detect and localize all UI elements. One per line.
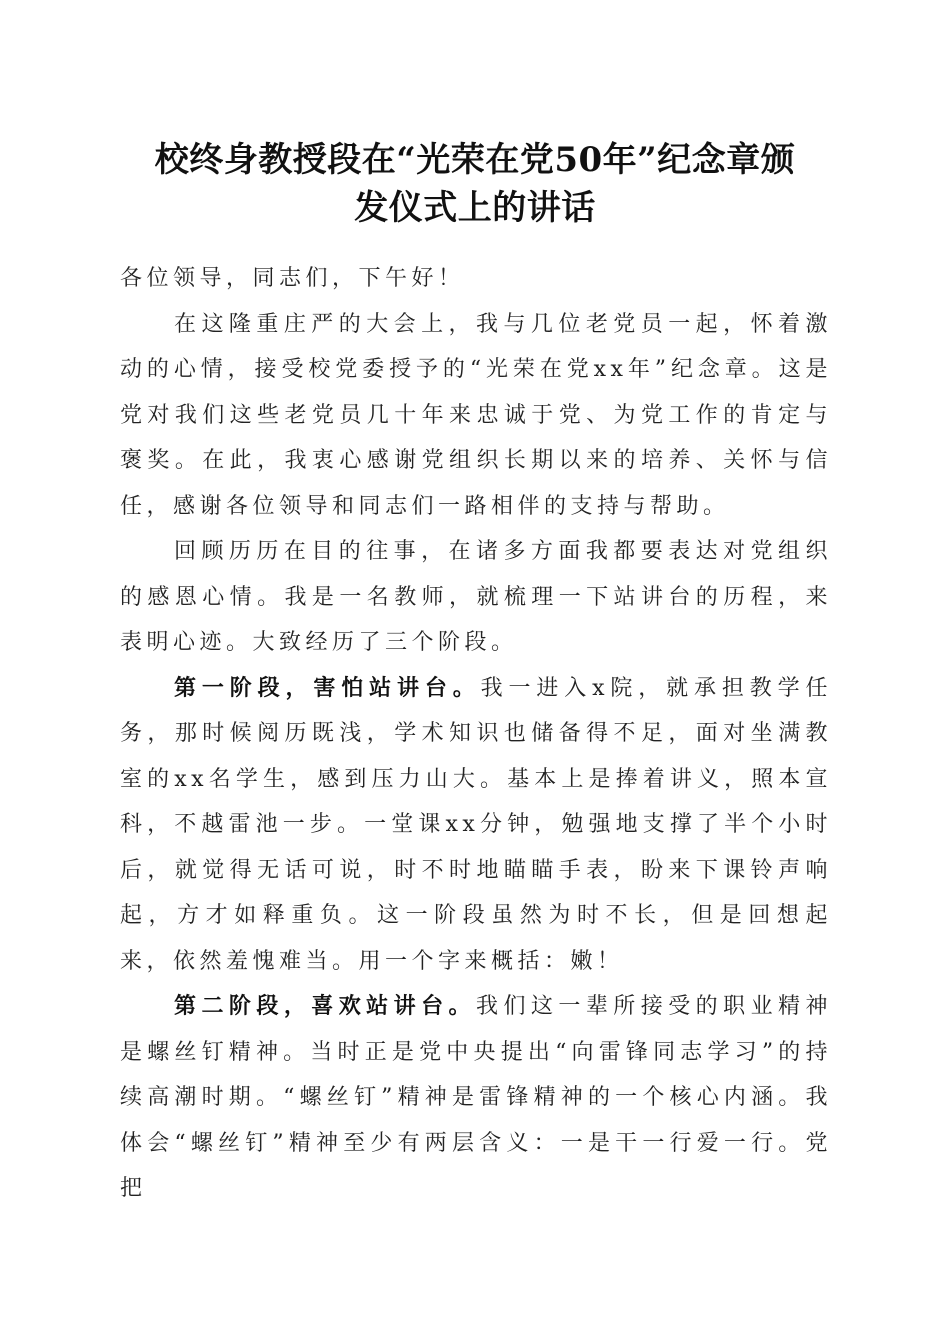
paragraph-3 (120, 666, 832, 985)
paragraph-4 (120, 984, 832, 1212)
title-line-1: 校终身教授段在“光荣在党50年”纪念章颁 (154, 140, 796, 180)
stage-2-text: 我们这一辈所接受的职业精神是螺丝钉精神。当时正是党中央提出“向雷锋同志学习”的持续高潮时期。“螺丝钉”精神是雷锋精神的一个核心内涵。我体会“螺丝钉”精神至少有两层含义：一是干一行爱一行。党把 (120, 994, 832, 1201)
document-title (110, 136, 840, 232)
stage-1-heading: 第一阶段，害怕站讲台。 (174, 674, 481, 701)
title-line-2: 发仪式上的讲话 (354, 188, 596, 228)
stage-2-heading: 第二阶段，喜欢站讲台。 (174, 993, 477, 1019)
stage-1-text: 我一进入x院，就承担教学任务，那时候阅历既浅，学术知识也储备得不足，面对坐满教室的xx名学生，感到压力山大。基本上是捧着讲义，照本宣科，不越雷池一步。一堂课xx分钟，勉强地支撑了半个小时后，就觉得无话可说，时不时地瞄瞄手表，盼来下课铃声响起，方才如释重负。这一阶段虽然为时不长，但是回想起来，依然羞愧难当。用一个字来概括：嫩！ (120, 675, 832, 974)
paragraph-1: 在这隆重庄严的大会上，我与几位老党员一起，怀着激动的心情，接受校党委授予的“光荣在党xx年”纪念章。这是党对我们这些老党员几十年来忠诚于党、为党工作的肯定与褒奖。在此，我衷心感谢党组织长期以来的培养、关怀与信任，感谢各位领导和同志们一路相伴的支持与帮助。 (120, 311, 832, 519)
document-body (120, 256, 832, 1212)
paragraph-2: 回顾历历在目的往事，在诸多方面我都要表达对党组织的感恩心情。我是一名教师，就梳理一下站讲台的历程，来表明心迹。大致经历了三个阶段。 (120, 539, 832, 655)
greeting: 各位领导，同志们，下午好！ (120, 266, 465, 291)
